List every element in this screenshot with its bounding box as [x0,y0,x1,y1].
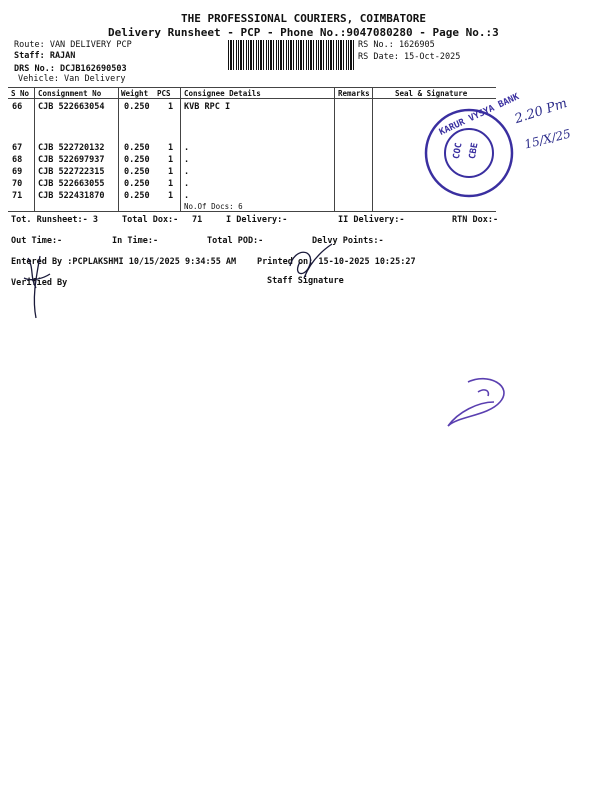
cell-pcs: 1 [168,191,174,201]
runsheet-subtitle: Delivery Runsheet - PCP - Phone No.:9047080280 - Page No.:3 [108,26,499,39]
total-dox-value: 71 [192,215,203,225]
cell-consignee: KVB RPC I [184,102,231,112]
cell-weight: 0.250 [124,102,150,112]
verified-by: Verified By [11,278,68,288]
col-header-weight: Weight [121,89,149,98]
cell-consignment: CJB 522722315 [38,167,105,177]
cell-pcs: 1 [168,143,174,153]
cell-weight: 0.250 [124,143,150,153]
col-header-seal: Seal & Signature [395,89,468,98]
handwritten-date: 15/X/25 [523,126,573,152]
rtn-dox: RTN Dox:- [452,215,499,225]
cell-pcs: 1 [168,155,174,165]
handwritten-time: 2.20 Pm [513,95,570,128]
cell-sno: 67 [12,143,23,153]
col-header-remarks: Remarks [338,89,370,98]
tot-runsheet: Tot. Runsheet:- 3 [11,215,98,225]
table-header-rule [8,98,496,99]
seal-code-cbe: CBE [467,142,481,160]
rs-number: RS No.: 1626905 [358,40,435,50]
table-top-rule [8,87,496,88]
cell-consignment: CJB 522663055 [38,179,105,189]
barcode-image [228,40,356,70]
cell-pcs: 1 [168,167,174,177]
bank-seal-stamp [422,92,521,200]
cell-consignee: . [184,179,190,189]
col-divider [34,87,35,211]
vehicle-label: Vehicle: Van Delivery [18,74,126,84]
verifier-signature-mark [10,248,70,328]
cell-sno: 68 [12,155,23,165]
company-title: THE PROFESSIONAL COURIERS, COIMBATORE [181,12,427,25]
cell-sno: 71 [12,191,23,201]
cell-sno: 66 [12,102,23,112]
cell-weight: 0.250 [124,167,150,177]
total-dox-label: Total Dox:- [122,215,179,225]
ii-delivery: II Delivery:- [338,215,405,225]
total-pod: Total POD:- [207,236,264,246]
staff-signature-mark [280,238,340,288]
cell-consignment: CJB 522663054 [38,102,105,112]
seal-code-coc: COC [451,142,465,160]
cell-consignment: CJB 522720132 [38,143,105,153]
cell-pcs: 1 [168,102,174,112]
col-header-pcs: PCS [157,89,171,98]
cell-consignment: CJB 522431870 [38,191,105,201]
cell-pcs: 1 [168,179,174,189]
col-header-sno: S No [11,89,30,98]
rs-date: RS Date: 15-Oct-2025 [358,52,461,62]
entered-by: Entered By :PCPLAKSHMI 10/15/2025 9:34:55 AM [11,257,237,267]
col-divider [334,87,335,211]
staff-signature: Staff Signature [267,276,344,286]
cell-sno: 69 [12,167,23,177]
no-of-docs: No.Of Docs: 6 [184,202,243,211]
col-divider [372,87,373,211]
seal-bank-name: KARUR VYSYA BANK [437,92,521,138]
cell-consignee: . [184,191,190,201]
cell-weight: 0.250 [124,155,150,165]
table-bottom-rule [8,211,496,212]
route-label: Route: VAN DELIVERY PCP [14,40,132,50]
cell-consignee: . [184,167,190,177]
in-time: In Time:- [112,236,159,246]
cell-sno: 70 [12,179,23,189]
drs-number: DRS No.: DCJB162690503 [14,64,127,74]
cell-consignee: . [184,155,190,165]
col-header-consignment: Consignment No [38,89,102,98]
out-time: Out Time:- [11,236,63,246]
col-header-consignee: Consignee Details [184,89,261,98]
col-divider [180,87,181,211]
delvy-points: Delvy Points:- [312,236,384,246]
cell-weight: 0.250 [124,191,150,201]
cell-weight: 0.250 [124,179,150,189]
cell-consignee: . [184,143,190,153]
handwritten-signature-mark [438,372,518,432]
i-delivery: I Delivery:- [226,215,288,225]
cell-consignment: CJB 522697937 [38,155,105,165]
staff-label: Staff: RAJAN [14,51,76,61]
col-divider [118,87,119,211]
printed-on: Printed on: 15-10-2025 10:25:27 [257,257,416,267]
